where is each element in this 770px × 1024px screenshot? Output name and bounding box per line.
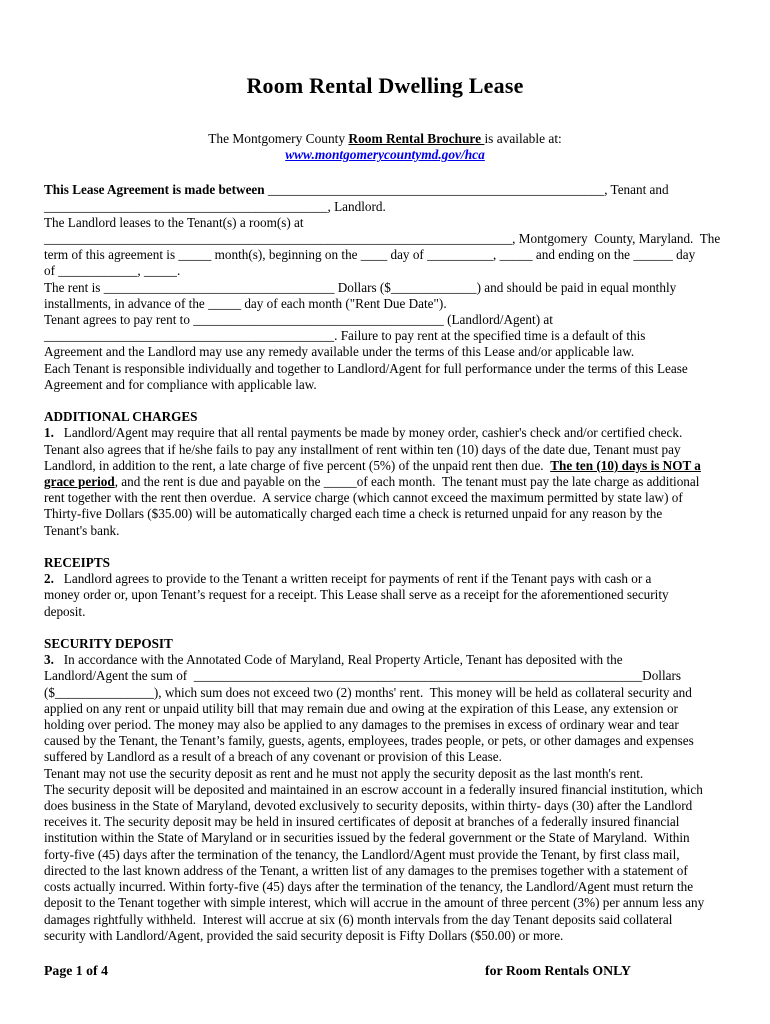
text-segment: The Montgomery County [208, 131, 349, 146]
document-line [44, 328, 726, 344]
text-segment: 1. [44, 425, 54, 441]
document-line [44, 863, 726, 879]
text-segment: Tenant agrees to pay rent to ______________________________________ (Landlord/Agent) at [44, 312, 553, 328]
document-line [44, 474, 726, 490]
document-line [44, 652, 726, 668]
document-line [44, 636, 726, 652]
document-line [44, 912, 726, 928]
text-segment: holding over period. The money may also be applied to any damages to the premises in excess of ordinary wear and tear [44, 717, 679, 733]
page-footer [0, 963, 770, 983]
text-segment: The security deposit will be deposited and maintained in an escrow account in a federally insured financial institution, which [44, 781, 703, 797]
document-line [44, 296, 726, 312]
brochure-link[interactable]: www.montgomerycountymd.gov/hca [285, 147, 485, 163]
text-segment: rent together with the rent then overdue. A service charge (which cannot exceed the maximum permitted by state law) of [44, 490, 683, 506]
text-segment: The ten (10) days is NOT a [550, 457, 701, 473]
document-line [44, 199, 726, 215]
text-segment: ____________________________________________. Failure to pay rent at the specified time is a default of this [44, 328, 646, 344]
document-line [44, 506, 726, 522]
document-line [44, 847, 726, 863]
document-line [44, 782, 726, 798]
text-segment: Landlord/Agent the sum of ____________________________________________________________________Dollars [44, 668, 681, 684]
document-line [44, 830, 726, 846]
text-segment: Tenant's bank. [44, 522, 120, 538]
document-line [44, 280, 726, 296]
text-segment: ___________________________________________, Landlord. [44, 198, 386, 214]
text-segment: Tenant may not use the security deposit as rent and he must not apply the security deposit as the last month's rent. [44, 765, 644, 781]
document-line [44, 458, 726, 474]
text-segment: directed to the last known address of the Tenant, a written list of any damages to the premises together with a statement of [44, 862, 688, 878]
text-segment: 3. [44, 652, 54, 668]
text-segment: Each Tenant is responsible individually and together to Landlord/Agent for full performance under the terms of this Lease [44, 360, 688, 376]
document-line [44, 928, 726, 944]
document-line [44, 215, 726, 231]
text-segment: caused by the Tenant, the Tenant’s family, guests, agents, employees, trades people, or pets, or other damages and expenses [44, 733, 694, 749]
document-line [44, 425, 726, 441]
text-segment: applied on any rent or unpaid utility bill that may remain due and owing at the expiration of this Lease, any extension or [44, 700, 678, 716]
brochure-availability-line [44, 131, 726, 147]
page-number: Page 1 of 4 [44, 963, 108, 978]
document-line [44, 798, 726, 814]
document-line [44, 668, 726, 684]
text-segment: Thirty-five Dollars ($35.00) will be automatically charged each time a check is returned unpaid for any reason by the [44, 506, 663, 522]
text-segment: Room Rental Brochure [348, 131, 485, 146]
text-segment: ___________________________________________________, Tenant and [267, 182, 669, 198]
document-line [44, 733, 726, 749]
document-line [44, 895, 726, 911]
text-segment: Landlord, in addition to the rent, a late charge of five percent (5%) of the unpaid rent then due. [44, 457, 551, 473]
text-segment: ($_______________), which sum does not exceed two (2) months' rent. This money will be held as collateral security and [44, 684, 692, 700]
text-segment: RECEIPTS [44, 555, 110, 571]
document-line [44, 490, 726, 506]
text-segment: suffered by Landlord as a result of a breach of any covenant or provision of this Lease. [44, 749, 502, 765]
document-line [44, 685, 726, 701]
text-segment: security with Landlord/Agent, provided the said security deposit is Fifty Dollars ($50.00) or more. [44, 927, 564, 943]
text-segment: This Lease Agreement is made between [44, 182, 268, 198]
text-segment: costs actually incurred. Within forty-five (45) days after the termination of the tenancy, the Landlord/Agent must return the [44, 879, 694, 895]
document-line [44, 587, 726, 603]
document-line [44, 344, 726, 360]
text-segment: Agreement and the Landlord may use any remedy available under the terms of this Lease and/or applicable law. [44, 344, 635, 360]
text-segment: Tenant also agrees that if he/she fails to pay any installment of rent within ten (10) days of the date due, Tenant must pay [44, 441, 681, 457]
text-segment: The rent is ___________________________________ Dollars ($_____________) and should be paid in equal monthly [44, 279, 677, 295]
text-segment: Agreement and for compliance with applicable law. [44, 376, 317, 392]
document-line [44, 814, 726, 830]
text-segment: 2. [44, 571, 54, 587]
lease-body [44, 182, 726, 944]
text-segment: , and the rent is due and payable on the _____of each month. The tenant must pay the late charge as additional [114, 474, 700, 490]
document-line [44, 182, 726, 198]
document-line [44, 701, 726, 717]
document-line [44, 717, 726, 733]
text-segment: installments, in advance of the _____ day of each month ("Rent Due Date"). [44, 295, 447, 311]
document-line [44, 442, 726, 458]
room-rentals-only-note: for Room Rentals ONLY [485, 963, 632, 978]
text-segment: Landlord/Agent may require that all rental payments be made by money order, cashier's check and/or certified check. [53, 425, 683, 441]
text-segment: _______________________________________________________________________, Montgomery County, Maryland. The [44, 231, 721, 247]
text-segment: In accordance with the Annotated Code of Maryland, Real Property Article, Tenant has deposited with the [53, 652, 623, 668]
text-segment: Landlord agrees to provide to the Tenant a written receipt for payments of rent if the Tenant pays with cash or a [53, 571, 652, 587]
text-segment: does business in the State of Maryland, devoted exclusively to security deposits, within thirty- days (30) after the Landlord [44, 798, 693, 814]
document-line [44, 409, 726, 425]
text-segment: term of this agreement is _____ month(s), beginning on the ____ day of __________, _____ and ending on the ______ day [44, 247, 696, 263]
document-line [44, 766, 726, 782]
document-line [44, 377, 726, 393]
brochure-link-line [44, 147, 726, 163]
text-segment: forty-five (45) days after the termination of the tenancy, the Landlord/Agent must provide the Tenant, by first class mail, [44, 846, 680, 862]
document-line [44, 312, 726, 328]
document-line [44, 523, 726, 539]
text-segment: The Landlord leases to the Tenant(s) a room(s) at [44, 214, 304, 230]
document-line [44, 231, 726, 247]
blank-line [44, 393, 726, 409]
document-line [44, 571, 726, 587]
document-title: Room Rental Dwelling Lease [246, 73, 524, 98]
text-segment: grace period [44, 474, 115, 490]
text-segment: ADDITIONAL CHARGES [44, 409, 198, 425]
document-line [44, 604, 726, 620]
document-line [44, 263, 726, 279]
document-line [44, 555, 726, 571]
text-segment: institution within the State of Maryland or in securities issued by the federal government or the State of Maryland. Within [44, 830, 690, 846]
text-segment: damages rightfully withheld. Interest will accrue at six (6) month intervals from the day Tenant deposits said collateral [44, 911, 673, 927]
document-line [44, 879, 726, 895]
document-line [44, 247, 726, 263]
text-segment: is available at: [484, 131, 562, 146]
text-segment: SECURITY DEPOSIT [44, 636, 173, 652]
text-segment: deposit. [44, 603, 86, 619]
blank-line [44, 539, 726, 555]
text-segment: receives it. The security deposit may be held in insured certificates of deposit at branches of a federally insured financial [44, 814, 680, 830]
blank-line [44, 620, 726, 636]
text-segment: deposit to the Tenant together with simple interest, which will accrue in the amount of three percent (3%) per annum less any [44, 895, 705, 911]
document-line [44, 361, 726, 377]
document-line [44, 749, 726, 765]
text-segment: of ____________, _____. [44, 263, 181, 279]
text-segment: money order or, upon Tenant’s request for a receipt. This Lease shall serve as a receipt for the aforementioned security [44, 587, 669, 603]
